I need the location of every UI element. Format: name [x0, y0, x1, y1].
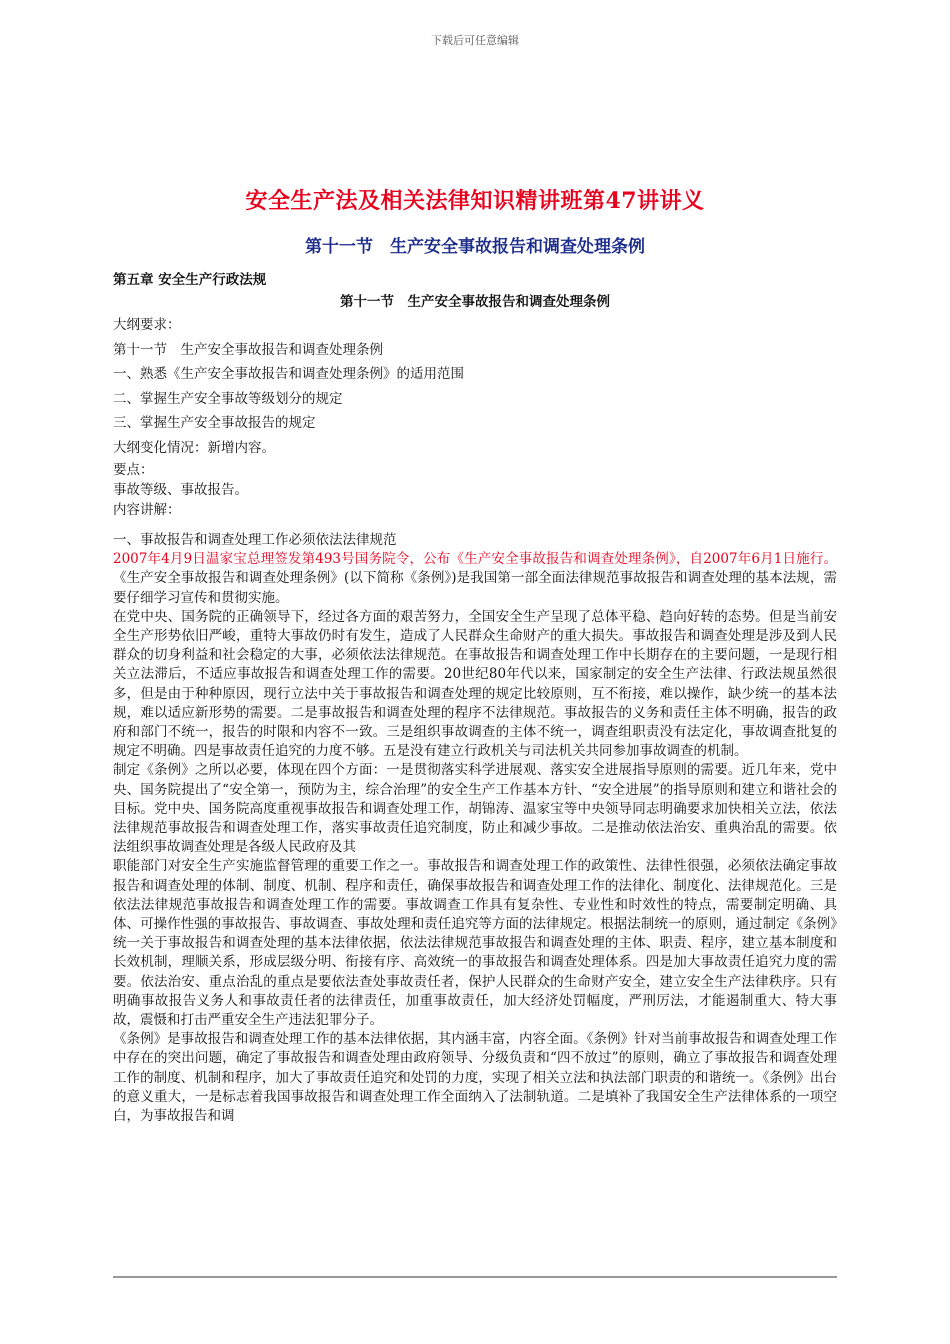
paragraph-3: 制定《条例》之所以必要，体现在四个方面：一是贯彻落实科学进展观、落实安全进展指导原则的需要。近几年来，党中央、国务院提出了“安全第一，预防为主，综合治理”的安全生产工作基本方针、“安全进展”的指导原则和建立和谐社会的目标。党中央、国务院高度重视事故报告和调查处理工作，胡锦涛、温家宝等中央领导同志明确要求加快相关立法，依法法律规范事故报告和调查处理工作，落实事故责任追究制度，防止和减少事故。二是推动依法治安、重典治乱的需要。依法组织事故调查处理是各级人民政府及其 — [113, 762, 837, 856]
outline-change: 大纲变化情况：新增内容。 — [113, 440, 275, 456]
key-points: 事故等级、事故报告。 — [113, 482, 248, 498]
paragraph-4: 职能部门对安全生产实施监督管理的重要工作之一。事故报告和调查处理工作的政策性、法律性很强，必须依法确定事故报告和调查处理的体制、制度、机制、程序和责任，确保事故报告和调查处理工作的法律化、制度化、法律规范化。三是依法法律规范事故报告和调查处理工作的需要。事故调查工作具有复杂性、专业性和时效性的特点，需要制定明确、具体、可操作性强的事故报告、事故调查、事故处理和责任追究等方面的法律规定。根据法制统一的原则，通过制定《条例》统一关于事故报告和调查处理的基本法律依据，依法法律规范事故报告和调查处理的主体、职责、程序，建立基本制度和长效机制，理顺关系，形成层级分明、衔接有序、高效统一的事故报告和调查处理体系。四是加大事故责任追究力度的需要。依法治安、重点治乱的重点是要依法查处事故责任者，保护人民群众的生命财产安全，建立安全生产法律秩序。只有明确事故报告义务人和事故责任者的法律责任，加重事故责任，加大经济处罚幅度，严刑厉法，才能遏制重大、特大事故，震慑和打击严重安全生产违法犯罪分子。 — [113, 858, 837, 1029]
document-title: 安全生产法及相关法律知识精讲班第47讲讲义 — [245, 188, 705, 214]
paragraph-5: 《条例》是事故报告和调查处理工作的基本法律依据，其内涵丰富，内容全面。《条例》针对当前事故报告和调查处理工作中存在的突出问题，确定了事故报告和调查处理由政府领导、分级负责和“四不放过”的原则，确立了事故报告和调查处理工作的制度、机制和程序，加大了事故责任追究和处罚的力度，实现了相关立法和执法部门职责的和谐统一。《条例》出台的意义重大，一是标志着我国事故报告和调查处理工作全面纳入了法制轨道。二是填补了我国安全生产法律体系的一项空白，为事故报告和调 — [113, 1031, 837, 1125]
outline-section: 第十一节 生产安全事故报告和调查处理条例 — [113, 342, 383, 358]
paragraph-1 — [113, 550, 837, 608]
key-points-label: 要点： — [113, 462, 154, 478]
paragraph-1-rest: 《生产安全事故报告和调查处理条例》(以下简称《条例》)是我国第一部全面法律规范事故报告和调查处理的基本法规，需要仔细学习宣传和贯彻实施。 — [113, 570, 837, 606]
outline-item-1: 一、熟悉《生产安全事故报告和调查处理条例》的适用范围 — [113, 366, 464, 382]
body-heading: 一、事故报告和调查处理工作必须依法法律规范 — [113, 532, 397, 548]
paragraph-1-highlight: 2007年4月9日温家宝总理签发第493号国务院令，公布《生产安全事故报告和调查处理条例》，自2007年6月1日施行。 — [113, 551, 837, 568]
sub-heading: 第十一节 生产安全事故报告和调查处理条例 — [340, 294, 610, 310]
outline-requirement-label: 大纲要求： — [113, 317, 181, 333]
section-title: 第十一节 生产安全事故报告和调查处理条例 — [305, 237, 645, 257]
outline-item-3: 三、掌握生产安全事故报告的规定 — [113, 415, 316, 431]
content-label: 内容讲解： — [113, 502, 181, 518]
chapter-heading: 第五章 安全生产行政法规 — [113, 272, 267, 288]
footer-divider — [113, 1276, 837, 1278]
header-note: 下载后可任意编辑 — [431, 34, 519, 47]
outline-item-2: 二、掌握生产安全事故等级划分的规定 — [113, 391, 343, 407]
body-text — [113, 531, 837, 1126]
paragraph-2: 在党中央、国务院的正确领导下，经过各方面的艰苦努力，全国安全生产呈现了总体平稳、趋向好转的态势。但是当前安全生产形势依旧严峻，重特大事故仍时有发生，造成了人民群众生命财产的重大损失。事故报告和调查处理是涉及到人民群众的切身利益和社会稳定的大事，必须依法法律规范。在事故报告和调查处理工作中长期存在的主要问题，一是现行相关立法滞后，不适应事故报告和调查处理工作的需要。20世纪80年代以来，国家制定的安全生产法律、行政法规虽然很多，但是由于种种原因，现行立法中关于事故报告和调查处理的规定比较原则，互不衔接，难以操作，缺少统一的基本法规，难以适应新形势的需要。二是事故报告和调查处理的程序不法律规范。事故报告的义务和责任主体不明确，报告的政府和部门不统一，报告的时限和内容不一致。三是组织事故调查的主体不统一，调查组职责没有法定化，事故调查批复的规定不明确。四是事故责任追究的力度不够。五是没有建立行政机关与司法机关共同参加事故调查的机制。 — [113, 608, 837, 760]
